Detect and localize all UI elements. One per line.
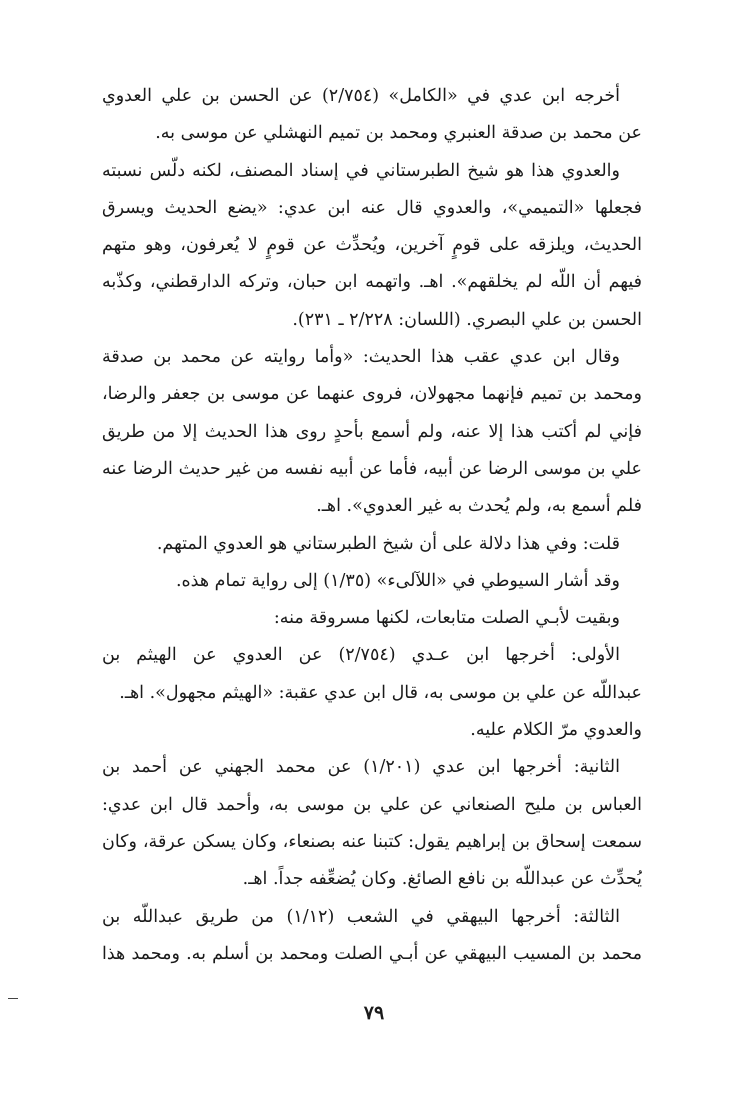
- text-line: علي بن موسى الرضا عن أبيه، فأما عن أبيه نفسه من غير حديث الرضا عنه: [102, 458, 642, 479]
- text-line: فلم أسمع به، ولم يُحدث به غير العدوي». اهـ.: [316, 496, 642, 517]
- text-line: وقد أشار السيوطي في «اللآلىء» (١/٣٥) إلى رواية تمام هذه.: [175, 570, 620, 591]
- text-line: فيهم أن اللّه لم يخلقهم». اهـ. واتهمه ابن حبان، وتركه الدارقطني، وكذّبه: [102, 272, 642, 293]
- text-line: يُحدِّث عن عبداللّه بن نافع الصائغ. وكان يُضعِّفه جداً. اهـ.: [242, 869, 642, 890]
- text-line: محمد بن المسيب البيهقي عن أبـي الصلت ومحمد بن أسلم به. ومحمد هذا: [102, 943, 642, 964]
- margin-mark: [8, 998, 18, 999]
- text-line: أخرجه ابن عدي في «الكامل» (٢/٧٥٤) عن الحسن بن علي العدوي: [102, 86, 621, 106]
- text-line: والعدوي هذا هو شيخ الطبرستاني في إسناد المصنف، لكنه دلّس نسبته: [102, 160, 620, 181]
- text-line: عن محمد بن صدقة العنبري ومحمد بن تميم النهشلي عن موسى به.: [155, 123, 642, 144]
- text-line: الحسن بن علي البصري. (اللسان: ٢/٢٢٨ ـ ٢٣١).: [292, 309, 642, 330]
- text-line: وقال ابن عدي عقب هذا الحديث: «وأما روايته عن محمد بن صدقة: [102, 347, 620, 368]
- text-line: ومحمد بن تميم فإنهما مجهولان، فروى عنهما عن موسى بن جعفر والرضا،: [102, 384, 642, 405]
- page-body: [102, 78, 642, 973]
- text-line: وبقيت لأبـي الصلت متابعات، لكنها مسروقة منه:: [273, 608, 620, 629]
- text-line: سمعت إسحاق بن إبراهيم يقول: كتبنا عنه بصنعاء، وكان يسكن عرقة، وكان: [102, 831, 642, 852]
- text-line: الثالثة: أخرجها البيهقي في الشعب (١/١٢) من طريق عبداللّه بن: [102, 906, 620, 927]
- text-line: فجعلها «التميمي»، والعدوي قال عنه ابن عدي: «يضع الحديث ويسرق: [102, 197, 642, 218]
- text-line: قلت: وفي هذا دلالة على أن شيخ الطبرستاني هو العدوي المتهم.: [156, 533, 620, 554]
- text-line: والعدوي مرّ الكلام عليه.: [470, 720, 642, 741]
- text-line: العباس بن مليح الصنعاني عن علي بن موسى به، وأحمد قال ابن عدي:: [102, 794, 642, 815]
- page-number: ٧٩: [363, 1002, 385, 1024]
- text-line: الثانية: أخرجها ابن عدي (١/٢٠١) عن محمد الجهني عن أحمد بن: [102, 757, 620, 778]
- text-line: الأولى: أخرجها ابن عـدي (٢/٧٥٤) عن العدوي عن الهيثم بن: [102, 645, 620, 666]
- text-line: الحديث، ويلزقه على قومٍ آخرين، ويُحدِّث عن قومٍ لا يُعرفون، وهو متهم: [102, 235, 642, 256]
- text-line: عبداللّه عن علي بن موسى به، قال ابن عدي عقبة: «الهيثم مجهول». اهـ.: [119, 682, 642, 703]
- text-line: فإني لم أكتب هذا إلا عنه، ولم أسمع بأحدٍ روى هذا الحديث إلا من طريق: [102, 421, 642, 442]
